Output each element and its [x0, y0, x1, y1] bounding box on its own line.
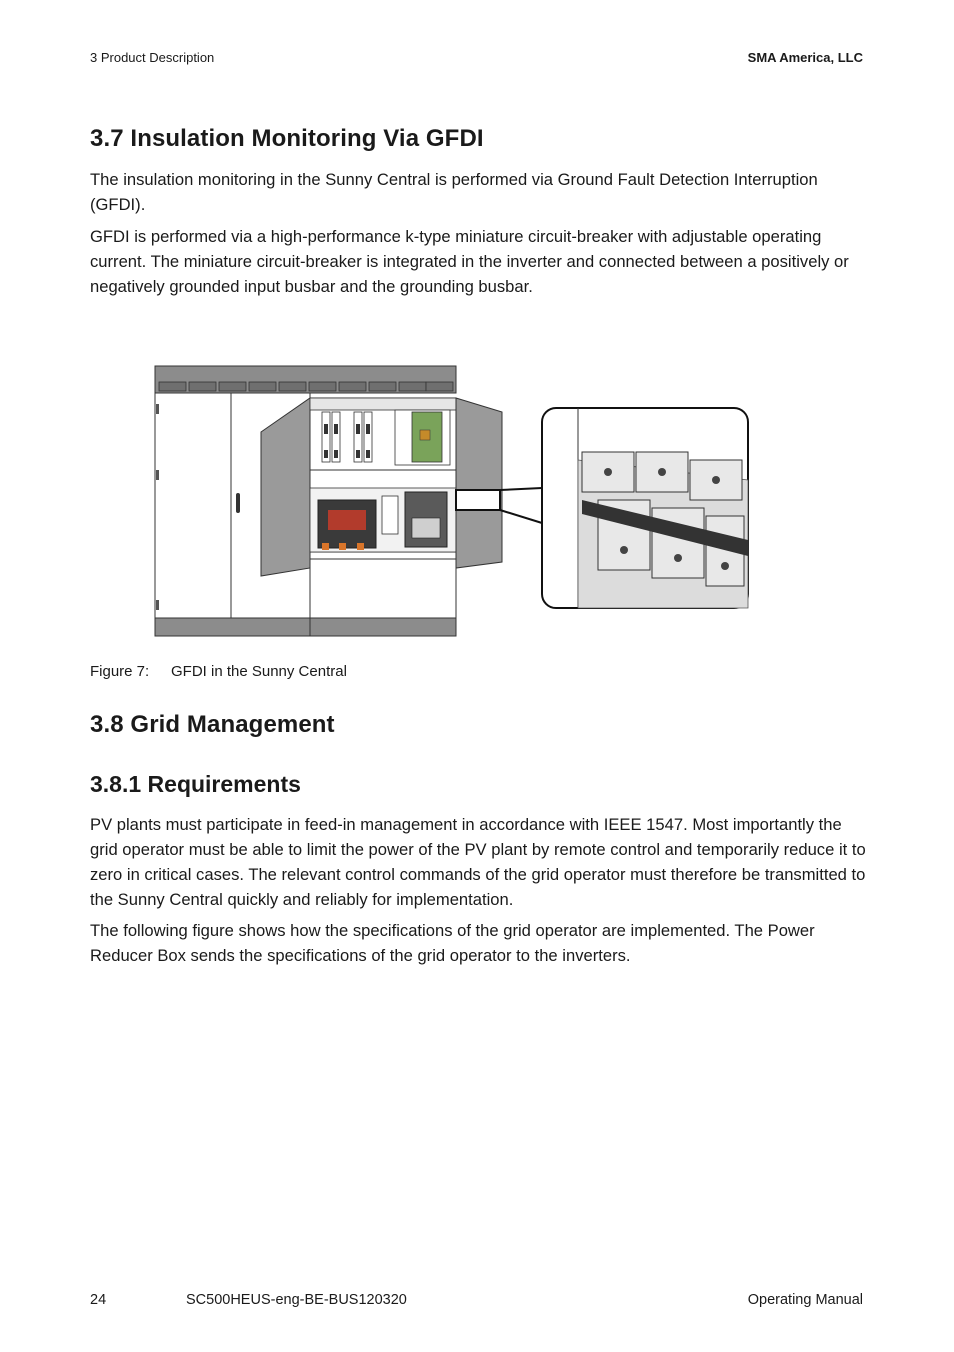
gfdi-figure [150, 360, 754, 642]
figure-number: Figure 7: [90, 663, 150, 680]
figure-caption-text: GFDI in the Sunny Central [171, 663, 347, 680]
figure-caption [90, 663, 347, 680]
section-3-7-paragraph-1: The insulation monitoring in the Sunny Central is performed via Ground Fault Detection Interruption (GFDI). [90, 170, 818, 214]
section-3-8-1-paragraph-1: PV plants must participate in feed-in management in accordance with IEEE 1547. Most importantly the grid operator must be able to limit the power of the PV plant by remote control and temporarily reduce it to zero in critical cases. The relevant control commands of the grid operator must therefore be transmitted to the Sunny Central quickly and reliably for implementation. [90, 815, 866, 909]
section-3-7-title: 3.7 Insulation Monitoring Via GFDI [90, 125, 484, 152]
footer-document-id: SC500HEUS-eng-BE-BUS120320 [186, 1292, 407, 1308]
header-company: SMA America, LLC [747, 50, 863, 65]
footer-manual-title: Operating Manual [747, 1292, 863, 1308]
footer-page-number: 24 [90, 1292, 107, 1308]
section-3-8-1-paragraph-2: The following figure shows how the specifications of the grid operator are implemented. The Power Reducer Box sends the specifications of the grid operator to the inverters. [90, 921, 815, 965]
section-3-8-title: 3.8 Grid Management [90, 711, 335, 738]
section-3-8-1-title: 3.8.1 Requirements [90, 771, 301, 797]
section-3-7-paragraph-2: GFDI is performed via a high-performance k-type miniature circuit-breaker with adjustable operating current. The miniature circuit-breaker is integrated in the inverter and connected between a positively or negatively grounded input busbar and the grounding busbar. [90, 227, 849, 296]
header-section: 3 Product Description [90, 50, 215, 65]
